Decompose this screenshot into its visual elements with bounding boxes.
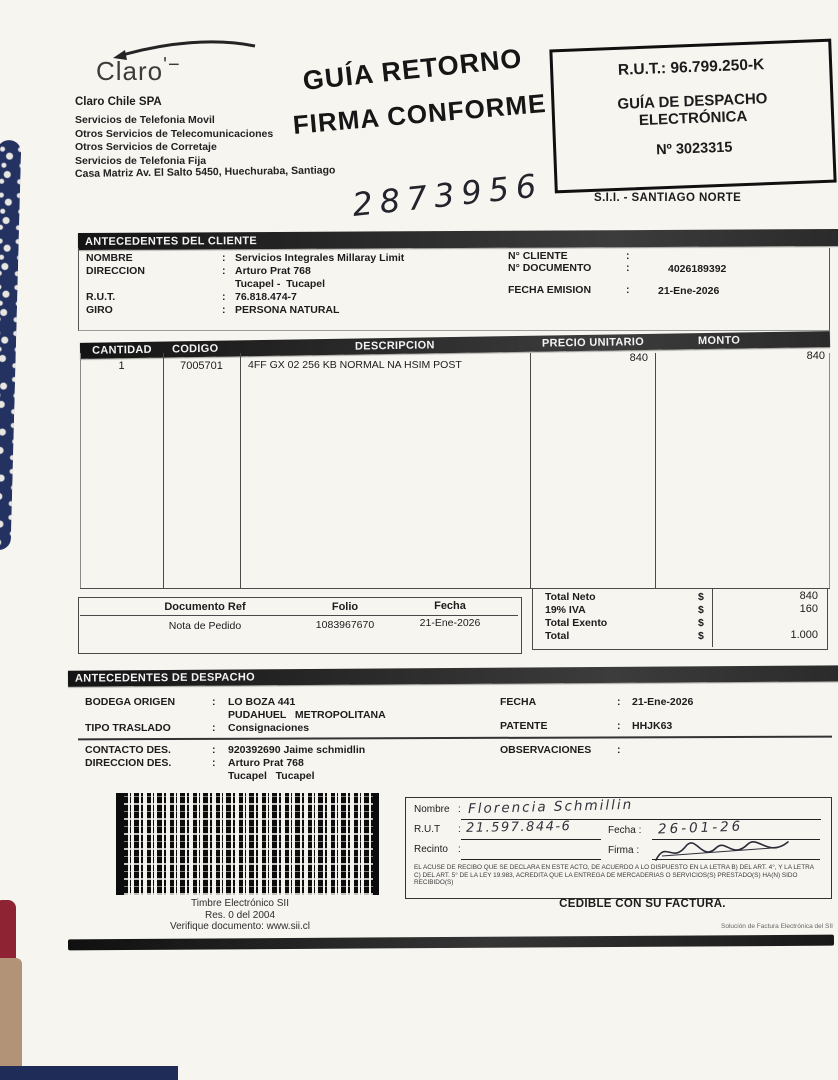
- dte-box: [549, 39, 836, 194]
- dte-number: Nº 3023315: [655, 139, 733, 159]
- item-codigo: 7005701: [180, 360, 223, 372]
- dirdes-value2: Tucapel Tucapel: [228, 770, 315, 782]
- colon: :: [458, 824, 461, 835]
- receipt-recinto-label: Recinto: [414, 844, 448, 855]
- claro-logo-text: Claro: [96, 56, 164, 86]
- docref-value-2: 1083967670: [315, 619, 375, 631]
- bodega-value2: PUDAHUEL METROPOLITANA: [228, 709, 386, 721]
- colon: :: [617, 744, 621, 756]
- traslado-value: Consignaciones: [228, 722, 310, 734]
- currency-sign: $: [698, 630, 704, 642]
- receipt-nombre-label: Nombre: [414, 804, 450, 815]
- totals-divider: [712, 589, 713, 647]
- colon: :: [626, 250, 630, 262]
- receipt-nombre-handwritten: Florencia Schmillin: [467, 796, 634, 818]
- timbre-line1: Timbre Electrónico SII: [191, 898, 289, 909]
- currency-sign: $: [698, 604, 704, 616]
- bodega-value1: LO BOZA 441: [228, 696, 296, 708]
- dte-rut: R.U.T.: 96.799.250-K: [617, 56, 765, 79]
- client-section-title: ANTECEDENTES DEL CLIENTE: [84, 234, 258, 248]
- dispatch-section-header: [68, 665, 838, 686]
- colon: :: [617, 696, 621, 708]
- colon: :: [212, 757, 216, 769]
- dte-type-line2: ELECTRÓNICA: [638, 107, 748, 130]
- dispatch-divider-line: [78, 736, 832, 740]
- total-label: Total: [545, 630, 570, 642]
- bodega-label: BODEGA ORIGEN: [85, 696, 176, 708]
- currency-sign: $: [698, 617, 704, 629]
- colon: :: [222, 291, 226, 303]
- colon: :: [626, 262, 630, 274]
- receipt-box: [405, 797, 832, 899]
- patente-value: HHJK63: [632, 720, 673, 732]
- timbre-line3: Verifique documento: www.sii.cl: [169, 921, 311, 932]
- background-patch-tan: [0, 958, 22, 1080]
- docref-header-line: [80, 615, 518, 616]
- fecha-emision-label: FECHA EMISION: [508, 284, 592, 296]
- service-line: Otros Servicios de Telecomunicaciones: [75, 127, 274, 140]
- ncliente-label: N° CLIENTE: [508, 250, 568, 262]
- docref-value-3: 21-Ene-2026: [419, 617, 481, 629]
- total-neto-label: Total Neto: [545, 591, 596, 603]
- receipt-rut-label: R.U.T: [414, 824, 441, 835]
- colon: :: [212, 744, 216, 756]
- receipt-firma-label: Firma :: [608, 845, 640, 856]
- docref-header-3: Fecha: [434, 600, 466, 612]
- provider-footnote: Solución de Factura Electrónica del SII: [720, 923, 833, 930]
- company-name: Claro Chile SPA: [75, 96, 162, 108]
- receipt-legal-text: EL ACUSE DE RECIBO QUE SE DECLARA EN ESTE ACTO, DE ACUERDO A LO DISPUESTO EN LA LETRA B) DEL ART. 4°, Y LA LETRA C) DEL ART. 5° DE LA LEY 19.983, ACREDITA QUE LA ENTREGA DE MERCADERIAS O SERVICIOS(S) PRESTADO(S) HA(N) SIDO RECIBIDO(S): [414, 864, 814, 887]
- receipt-rut-handwritten: 21.597.844-6: [465, 819, 572, 836]
- dispatch-fecha-value: 21-Ene-2026: [632, 696, 694, 708]
- docref-header-1: Documento Ref: [164, 601, 246, 613]
- dispatch-fecha-label: FECHA: [500, 696, 537, 708]
- dispatch-section-title: ANTECEDENTES DE DESPACHO: [74, 671, 256, 685]
- table-line: [163, 353, 164, 588]
- client-direccion-value1: Arturo Prat 768: [235, 265, 311, 277]
- table-line: [530, 353, 531, 588]
- client-nombre-label: NOMBRE: [86, 252, 133, 264]
- col-precio-unitario: PRECIO UNITARIO: [541, 336, 645, 350]
- iva-label: 19% IVA: [545, 604, 586, 616]
- col-descripcion: DESCRIPCION: [354, 339, 435, 353]
- total-neto-value: 840: [799, 590, 818, 602]
- footer-black-bar: [68, 935, 834, 951]
- ndocumento-label: N° DOCUMENTO: [508, 262, 592, 274]
- timbre-caption: [130, 898, 350, 933]
- colon: :: [617, 720, 621, 732]
- dte-type-line1: GUÍA DE DESPACHO: [617, 90, 768, 113]
- dirdes-label: DIRECCION DES.: [85, 757, 172, 769]
- service-line: Servicios de Telefonia Movil: [75, 114, 215, 126]
- traslado-label: TIPO TRASLADO: [85, 722, 171, 734]
- ndocumento-value: 4026189392: [668, 263, 727, 275]
- col-cantidad: CANTIDAD: [91, 343, 152, 357]
- colon: :: [626, 284, 630, 296]
- claro-logo-tick: ʹ−: [163, 54, 181, 76]
- dirdes-value1: Arturo Prat 768: [228, 757, 304, 769]
- background-fabric-bottom: [0, 1066, 178, 1080]
- observaciones-label: OBSERVACIONES: [500, 744, 592, 756]
- cedible-text: CEDIBLE CON SU FACTURA.: [559, 898, 726, 910]
- patente-label: PATENTE: [500, 720, 548, 732]
- item-descripcion: 4FF GX 02 256 KB NORMAL NA HSIM POST: [248, 359, 462, 371]
- colon: :: [222, 304, 226, 316]
- fecha-emision-value: 21-Ene-2026: [658, 285, 720, 297]
- item-precio: 840: [629, 352, 648, 364]
- colon: :: [458, 804, 461, 815]
- claro-logo: [96, 56, 181, 87]
- client-rut-label: R.U.T.: [86, 291, 116, 303]
- contacto-value: 920392690 Jaime schmidlin: [228, 744, 366, 756]
- receipt-line: [461, 839, 601, 840]
- client-section-header: [78, 229, 838, 250]
- item-cantidad: 1: [118, 360, 125, 372]
- total-value: 1.000: [790, 629, 818, 641]
- table-line: [240, 353, 241, 588]
- item-monto: 840: [806, 350, 825, 362]
- total-exento-label: Total Exento: [545, 617, 608, 629]
- receipt-fecha-handwritten: 26-01-26: [657, 818, 744, 838]
- table-line: [829, 353, 830, 588]
- docref-header-2: Folio: [331, 601, 359, 613]
- colon: :: [212, 722, 216, 734]
- iva-value: 160: [799, 603, 818, 615]
- colon: :: [222, 252, 226, 264]
- table-line: [80, 353, 81, 588]
- sii-office: S.I.I. - SANTIAGO NORTE: [594, 192, 742, 204]
- client-giro-label: GIRO: [86, 304, 113, 316]
- pdf417-barcode: [116, 793, 379, 895]
- stamp-guia-retorno: GUÍA RETORNO: [301, 43, 524, 96]
- client-nombre-value: Servicios Integrales Millaray Limit: [235, 252, 405, 264]
- client-direccion-label: DIRECCION: [86, 265, 145, 277]
- background-fabric-left: [0, 140, 21, 550]
- col-codigo: CODIGO: [171, 342, 219, 356]
- colon: :: [212, 696, 216, 708]
- service-line: Casa Matriz Av. El Salto 5450, Huechuraba, Santiago: [74, 164, 336, 180]
- colon: :: [458, 844, 461, 855]
- docref-value-1: Nota de Pedido: [168, 620, 242, 632]
- currency-sign: $: [698, 591, 704, 603]
- service-line: Otros Servicios de Corretaje: [75, 141, 217, 153]
- receipt-fecha-label: Fecha :: [608, 825, 642, 836]
- receipt-line: [652, 859, 820, 860]
- client-rut-value: 76.818.474-7: [235, 291, 297, 303]
- receipt-line: [461, 859, 601, 860]
- colon: :: [222, 265, 226, 277]
- client-giro-value: PERSONA NATURAL: [235, 304, 340, 316]
- contacto-label: CONTACTO DES.: [85, 744, 171, 756]
- client-direccion-value2: Tucapel - Tucapel: [235, 278, 326, 290]
- stamp-firma-conforme: FIRMA CONFORME: [291, 87, 548, 140]
- handwritten-number: 2873956: [350, 166, 545, 224]
- col-monto: MONTO: [697, 334, 741, 348]
- service-line: Servicios de Telefonia Fija: [75, 154, 207, 167]
- table-line: [655, 353, 656, 588]
- signature-scribble: [652, 836, 792, 866]
- timbre-line2: Res. 0 del 2004: [204, 909, 276, 921]
